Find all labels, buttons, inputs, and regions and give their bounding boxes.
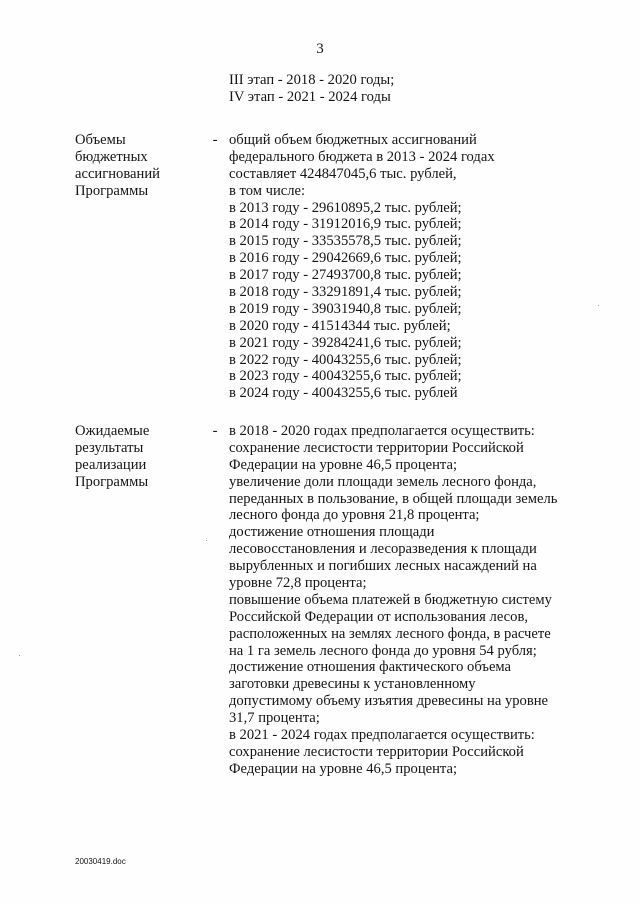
content-line: в 2018 - 2020 годах предполагается осуществить: (229, 423, 535, 439)
content-line: увеличение доли площади земель лесного фонда, (229, 473, 537, 490)
content-line: в 2021 - 2024 годах предполагается осуществить: (229, 727, 535, 744)
stage-line: III этап - 2018 - 2020 годы; (229, 72, 395, 88)
results-row-label (75, 423, 149, 491)
content-line: заготовки древесины к установленному (229, 676, 476, 693)
content-line: сохранение лесистости территории Российской (229, 743, 524, 760)
scan-speck (598, 305, 599, 306)
content-line: в 2022 году - 40043255,6 тыс. рублей; (229, 351, 462, 368)
content-line: в 2014 году - 31912016,9 тыс. рублей; (229, 216, 462, 233)
content-line: в 2015 году - 33535578,5 тыс. рублей; (229, 233, 462, 250)
row-label-line: Программы (75, 182, 149, 199)
row-label-line: Объемы (75, 132, 126, 148)
scan-speck (19, 655, 20, 656)
content-line: общий объем бюджетных ассигнований (229, 132, 477, 148)
row-label-line: Ожидаемые (75, 423, 150, 439)
content-line: в 2023 году - 40043255,6 тыс. рублей; (229, 368, 462, 385)
stage-line: IV этап - 2021 - 2024 годы (229, 88, 391, 105)
content-line: лесного фонда до уровня 21,8 процента; (229, 507, 480, 524)
content-line: в 2024 году - 40043255,6 тыс. рублей (229, 385, 458, 402)
content-line: лесовосстановления и лесоразведения к площади (229, 541, 537, 558)
scan-speck (206, 540, 207, 541)
budget-row-label (75, 132, 160, 200)
row-label-line: Программы (75, 473, 149, 490)
content-line: Федерации на уровне 46,5 процента; (229, 760, 457, 777)
content-line: достижение отношения площади (229, 524, 435, 541)
content-line: в 2020 году - 41514344 тыс. рублей; (229, 317, 451, 334)
row-dash: - (212, 423, 218, 439)
content-line: переданных в пользование, в общей площади земель (229, 490, 558, 507)
content-line: Российской Федерации от использования лесов, (229, 608, 528, 625)
content-line: вырубленных и погибших лесных насаждений на (229, 558, 537, 575)
content-line: составляет 424847045,6 тыс. рублей, (229, 165, 457, 182)
row-label-line: реализации (75, 456, 147, 473)
content-line: сохранение лесистости территории Российской (229, 439, 524, 456)
row-label-line: результаты (75, 439, 144, 456)
content-line: в 2019 году - 39031940,8 тыс. рублей; (229, 300, 462, 317)
program-stages (229, 72, 394, 106)
row-dash: - (212, 132, 218, 148)
content-line: повышение объема платежей в бюджетную систему (229, 591, 552, 608)
content-line: в 2016 году - 29042669,6 тыс. рублей; (229, 250, 462, 267)
content-line: Федерации на уровне 46,5 процента; (229, 456, 457, 473)
content-line: в 2013 году - 29610895,2 тыс. рублей; (229, 199, 462, 216)
content-line: допустимому объему изъятия древесины на уровне (229, 693, 549, 710)
content-line: на 1 га земель лесного фонда до уровня 54 рубля; (229, 642, 537, 659)
content-line: в том числе: (229, 182, 306, 199)
content-line: в 2018 году - 33291891,4 тыс. рублей; (229, 284, 462, 301)
content-line: расположенных на землях лесного фонда, в расчете (229, 625, 551, 642)
file-name-footer: 20030419.doc (75, 857, 126, 866)
budget-row-content (229, 132, 495, 402)
content-line: в 2017 году - 27493700,8 тыс. рублей; (229, 267, 462, 284)
results-row-content (229, 423, 557, 778)
row-label-line: ассигнований (75, 165, 160, 182)
content-line: в 2021 году - 39284241,6 тыс. рублей; (229, 334, 462, 351)
content-line: 31,7 процента; (229, 710, 320, 727)
content-line: федерального бюджета в 2013 - 2024 годах (229, 148, 495, 165)
content-line: уровне 72,8 процента; (229, 575, 367, 592)
content-line: достижение отношения фактического объема (229, 659, 512, 676)
page-number: 3 (316, 41, 324, 57)
row-label-line: бюджетных (75, 148, 148, 165)
